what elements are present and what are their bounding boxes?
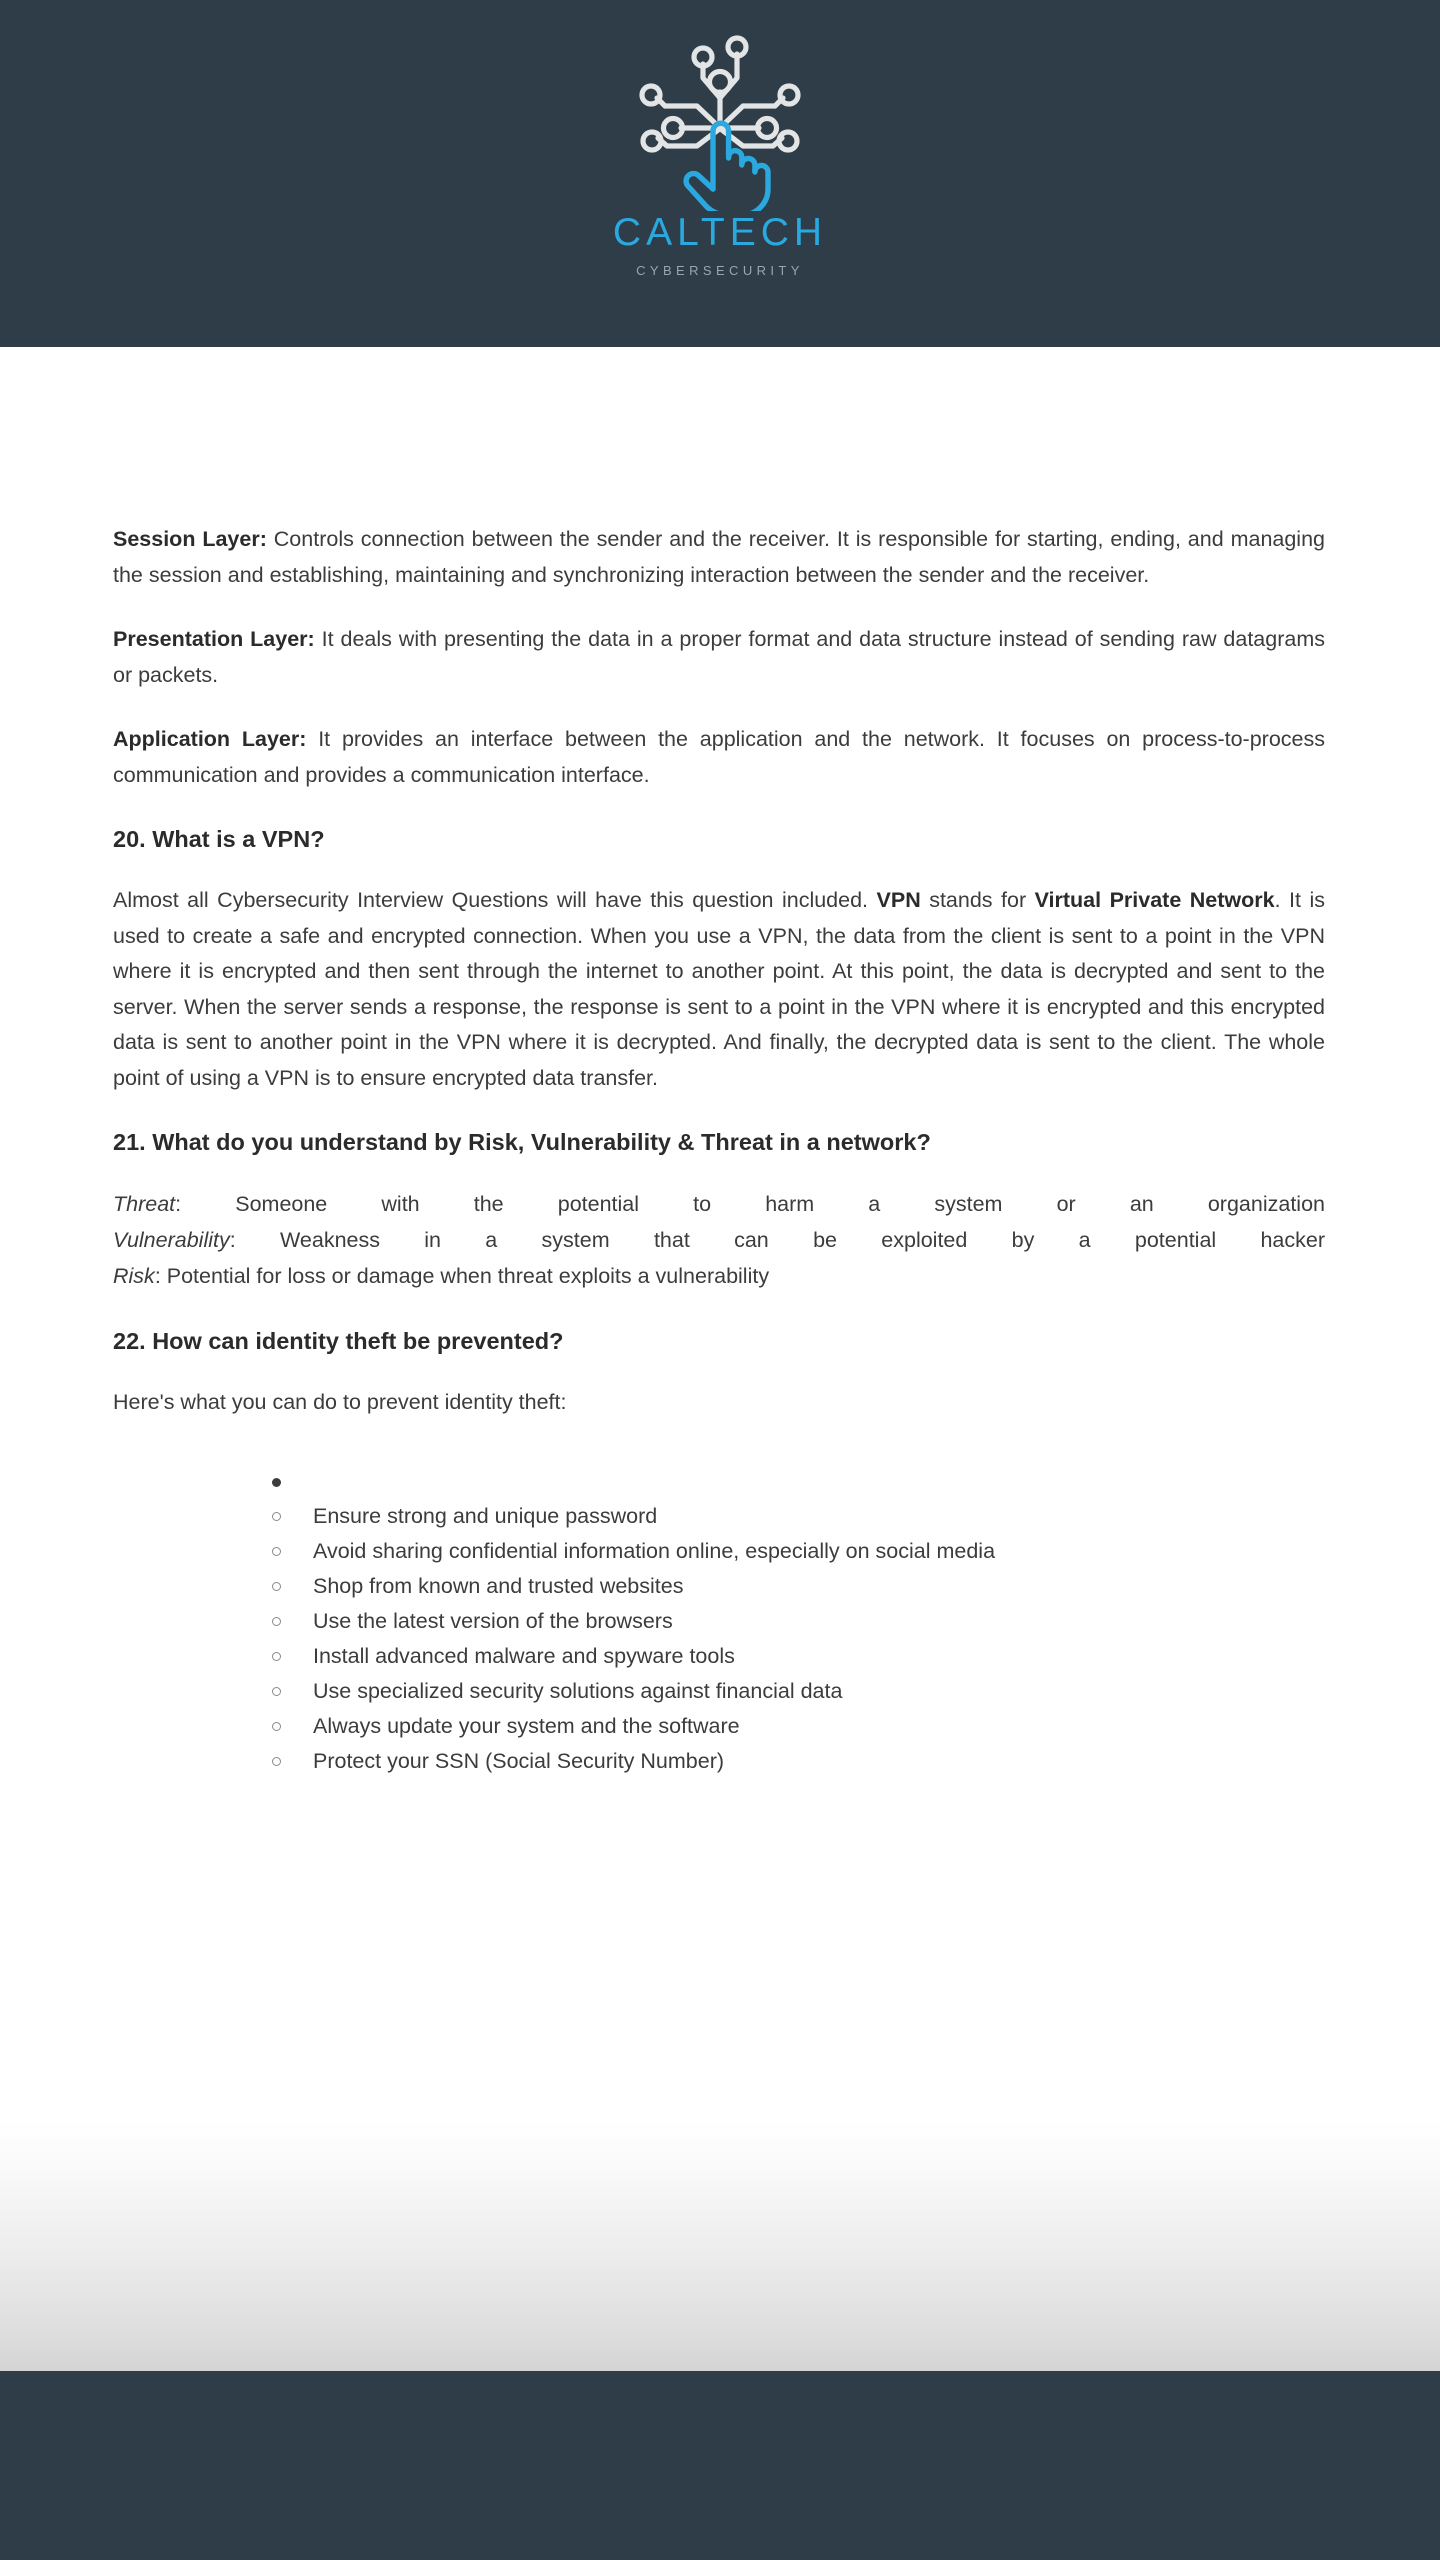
page-footer-band xyxy=(0,2371,1440,2560)
document-content xyxy=(0,347,1440,1779)
hollow-bullet-icon xyxy=(272,1512,281,1521)
heading-question-22: 22. How can identity theft be prevented? xyxy=(113,1328,564,1354)
vpn-answer-part2: stands for xyxy=(920,888,1035,912)
brand-name: CALTECH xyxy=(612,211,828,254)
list-item xyxy=(258,1744,1325,1779)
caltech-logo xyxy=(615,26,825,211)
page-header-band xyxy=(0,0,1440,347)
list-item xyxy=(258,1674,1325,1709)
definition-text-vulnerability: : Weakness in a system that can be exploited by a potential hacker xyxy=(229,1228,1325,1252)
hollow-bullet-icon xyxy=(272,1687,281,1696)
list-item-label: Use specialized security solutions against financial data xyxy=(313,1679,843,1703)
vpn-answer-part1: Almost all Cybersecurity Interview Questions will have this question included. xyxy=(113,888,877,912)
definition-threat xyxy=(113,1186,1325,1222)
heading-question-21: 21. What do you understand by Risk, Vulnerability & Threat in a network? xyxy=(113,1129,931,1155)
prevention-tips-list xyxy=(258,1465,1325,1779)
paragraph-application-layer xyxy=(113,722,1325,793)
list-item xyxy=(258,1639,1325,1674)
definition-text-threat: : Someone with the potential to harm a system or an organization xyxy=(175,1192,1325,1216)
intro-identity-theft: Here's what you can do to prevent identity theft: xyxy=(113,1390,567,1414)
hollow-bullet-icon xyxy=(272,1722,281,1731)
definition-term-threat: Threat xyxy=(113,1192,176,1216)
list-item-label: Use the latest version of the browsers xyxy=(313,1609,673,1633)
heading-question-20: 20. What is a VPN? xyxy=(113,826,325,852)
list-item xyxy=(258,1534,1325,1569)
page-bottom-gradient xyxy=(0,2120,1440,2371)
hollow-bullet-icon xyxy=(272,1547,281,1556)
definition-risk xyxy=(113,1258,1325,1294)
list-item xyxy=(258,1499,1325,1534)
presentation-layer-label: Presentation Layer: xyxy=(113,627,315,651)
answer-question-20 xyxy=(113,883,1325,1096)
list-item xyxy=(258,1569,1325,1604)
list-item-label: Ensure strong and unique password xyxy=(313,1504,658,1528)
list-item-label: Install advanced malware and spyware tools xyxy=(313,1644,735,1668)
session-layer-label: Session Layer: xyxy=(113,527,267,551)
hollow-bullet-icon xyxy=(272,1757,281,1766)
list-item-label: Shop from known and trusted websites xyxy=(313,1574,684,1598)
list-item xyxy=(258,1709,1325,1744)
list-item-label: Avoid sharing confidential information online, especially on social media xyxy=(313,1539,996,1563)
brand-subtitle: CYBERSECURITY xyxy=(636,263,804,278)
vpn-bold-expansion: Virtual Private Network xyxy=(1034,888,1275,912)
hollow-bullet-icon xyxy=(272,1582,281,1591)
session-layer-text: Controls connection between the sender and the receiver. It is responsible for starting, ending, and managing the session and establishing, maintaining and synchronizing interaction between the sender and the receiver. xyxy=(113,527,1326,587)
presentation-layer-text: It deals with presenting the data in a proper format and data structure instead of sending raw datagrams or packets. xyxy=(113,627,1325,687)
list-item-label: Always update your system and the software xyxy=(313,1714,740,1738)
circuit-hand-cursor-icon xyxy=(615,26,825,211)
definition-term-vulnerability: Vulnerability xyxy=(113,1228,230,1252)
vpn-bold-acronym: VPN xyxy=(876,888,921,912)
definition-term-risk: Risk xyxy=(113,1264,155,1288)
filled-bullet-icon xyxy=(272,1478,281,1487)
paragraph-presentation-layer xyxy=(113,622,1325,693)
vpn-answer-part3: . It is used to create a safe and encrypted connection. When you use a VPN, the data from the client is sent to a point in the VPN where it is encrypted and then sent through the internet to another point. At this point, the data is decrypted and sent to the server. When the server sends a response, the response is sent to a point in the VPN where it is encrypted and this encrypted data is sent to another point in the VPN where it is decrypted. And finally, the decrypted data is sent to the client. The whole point of using a VPN is to ensure encrypted data transfer. xyxy=(113,888,1326,1090)
list-item xyxy=(258,1604,1325,1639)
list-item-label: Protect your SSN (Social Security Number) xyxy=(313,1749,725,1773)
hollow-bullet-icon xyxy=(272,1652,281,1661)
hollow-bullet-icon xyxy=(272,1617,281,1626)
application-layer-label: Application Layer: xyxy=(113,727,307,751)
definitions-list xyxy=(113,1186,1325,1294)
application-layer-text: It provides an interface between the application and the network. It focuses on process-to-process communication and provides a communication interface. xyxy=(113,727,1325,787)
definition-text-risk: : Potential for loss or damage when threat exploits a vulnerability xyxy=(154,1264,770,1288)
paragraph-session-layer xyxy=(113,522,1325,593)
list-item-empty xyxy=(258,1465,1325,1499)
definition-vulnerability xyxy=(113,1222,1325,1258)
